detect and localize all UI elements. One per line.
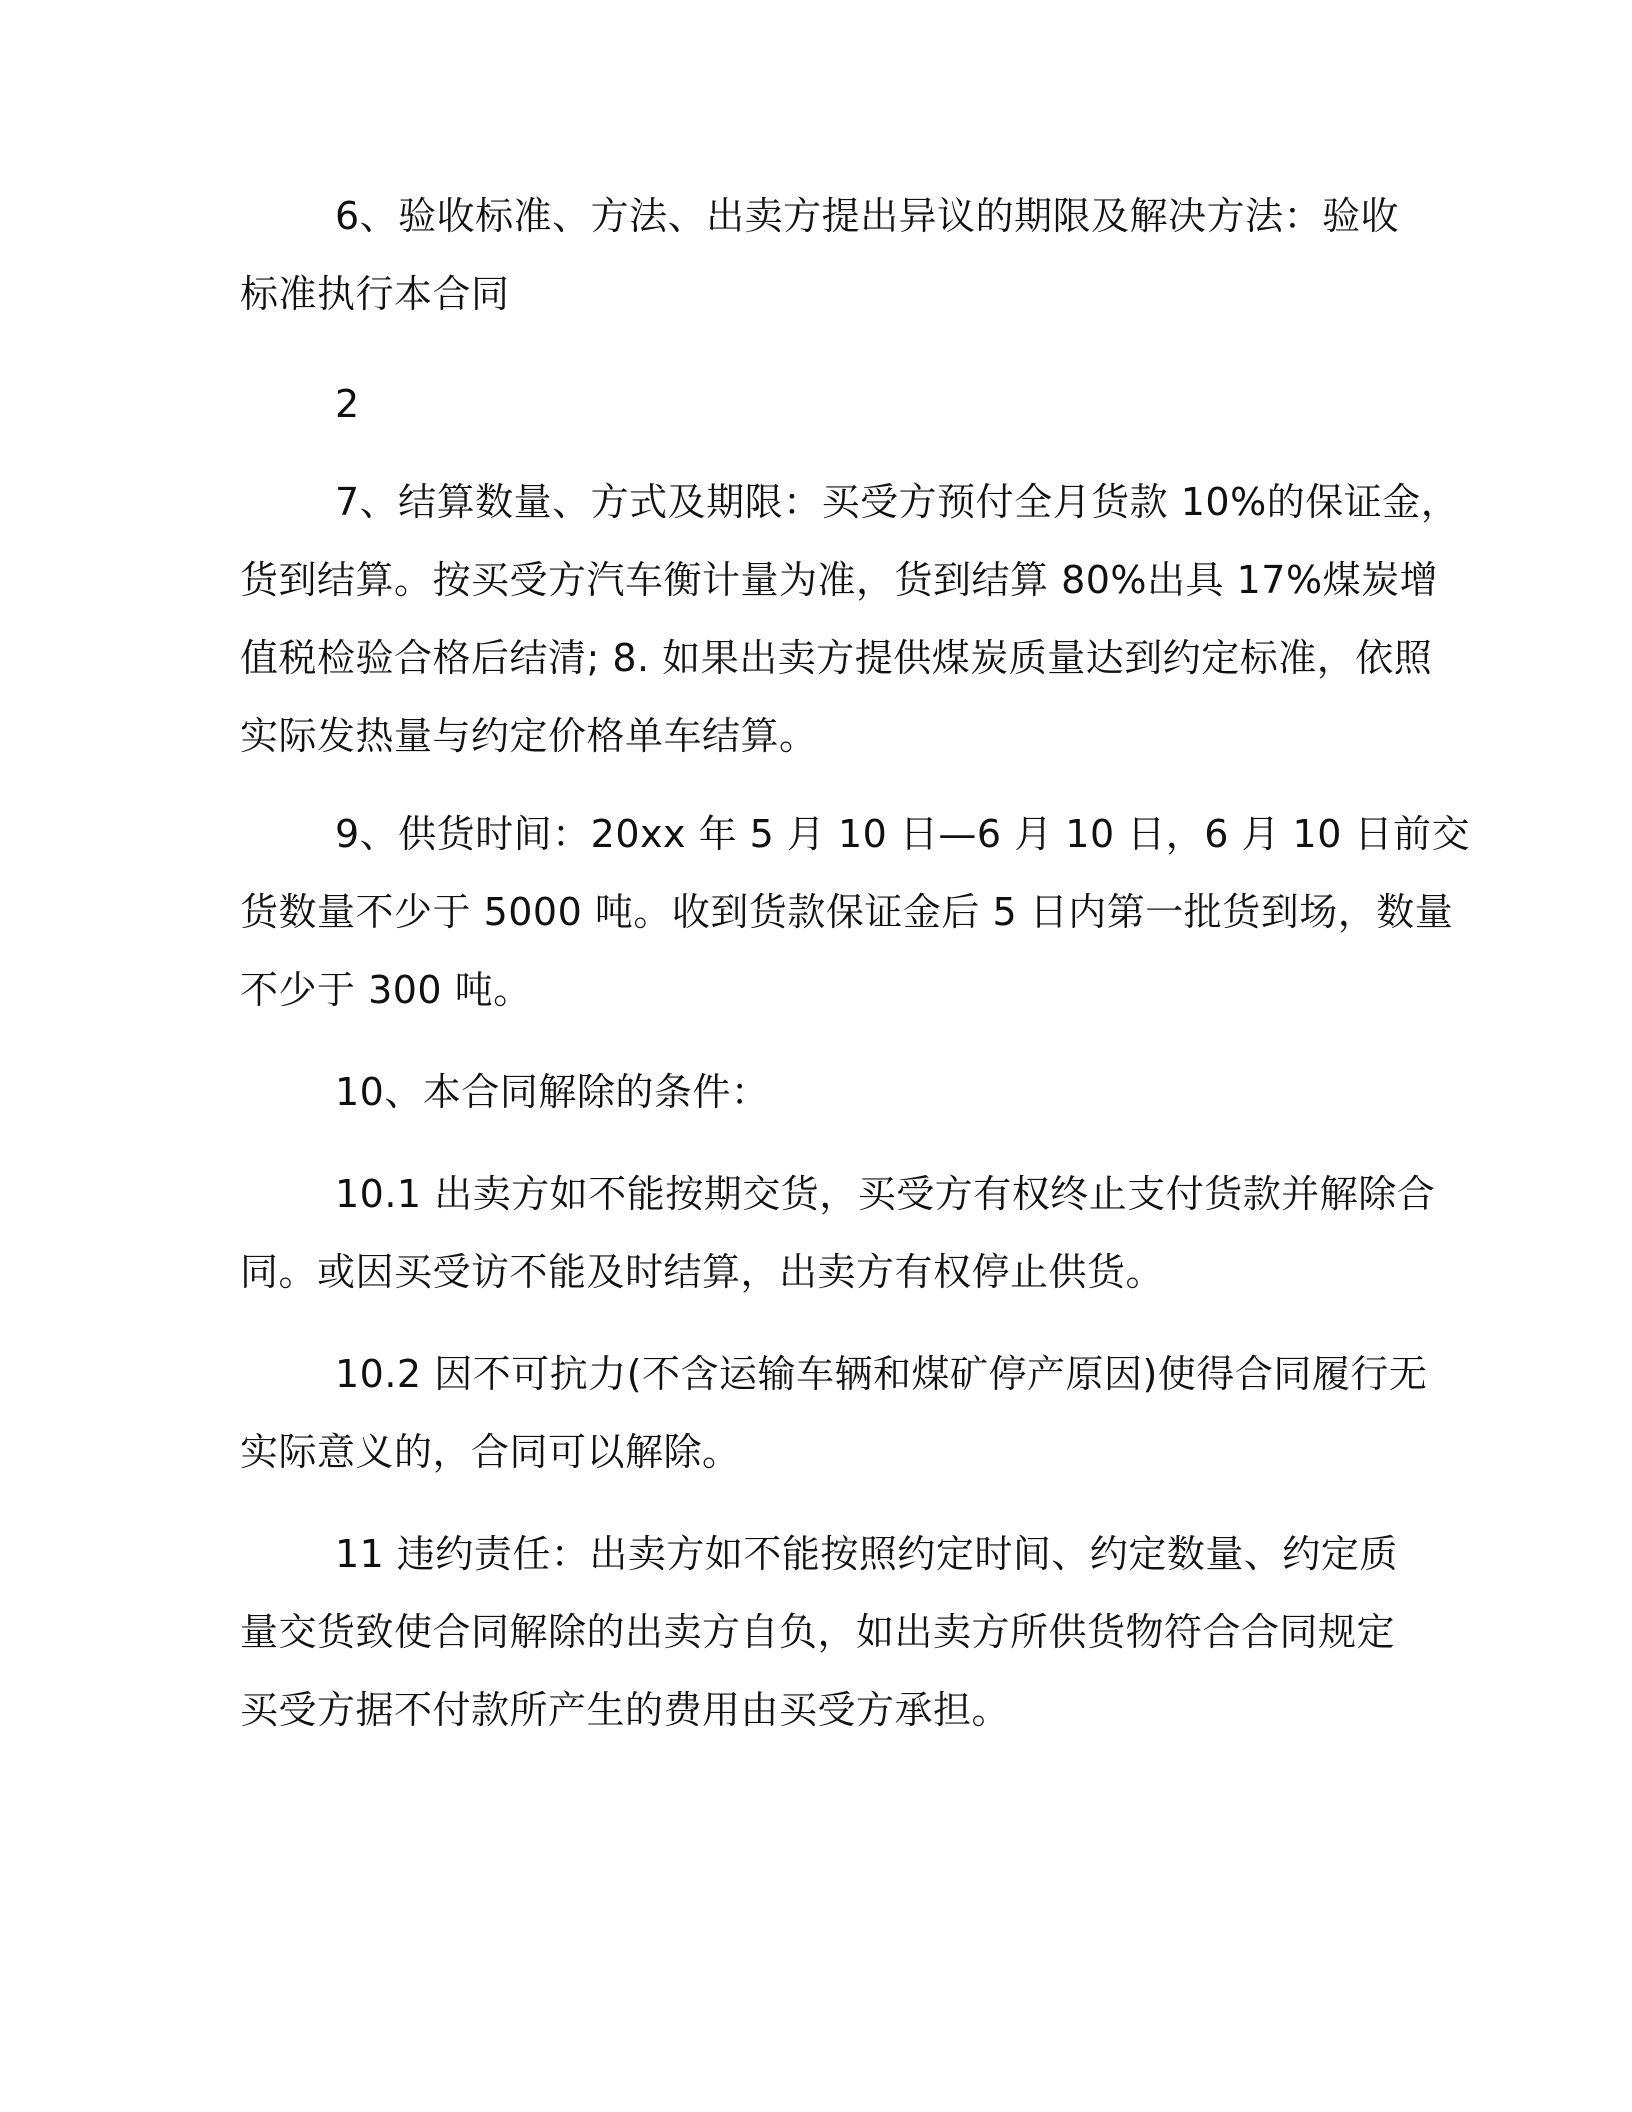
clause-11-line-3: 买受方据不付款所产生的费用由买受方承担。 <box>240 1688 1011 1732</box>
page-number: 2 <box>335 382 360 426</box>
clause-9-line-1: 9、供货时间：20xx 年 5 月 10 日—6 月 10 日，6 月 10 日前交 <box>335 812 1470 856</box>
clause-9-line-2: 货数量不少于 5000 吨。收到货款保证金后 5 日内第一批货到场，数量 <box>240 890 1454 934</box>
clause-7-line-4: 实际发热量与约定价格单车结算。 <box>240 714 818 758</box>
clause-10-1-line-2: 同。或因买受访不能及时结算，出卖方有权停止供货。 <box>240 1250 1165 1294</box>
clause-7-line-1: 7、结算数量、方式及期限：买受方预付全月货款 10%的保证金， <box>335 480 1460 524</box>
clause-10-heading: 10、本合同解除的条件： <box>335 1070 770 1114</box>
clause-11-line-1: 11 违约责任：出卖方如不能按照约定时间、约定数量、约定质 <box>335 1532 1398 1576</box>
clause-10-2-line-2: 实际意义的，合同可以解除。 <box>240 1430 741 1474</box>
clause-10-1-line-1: 10.1 出卖方如不能按期交货，买受方有权终止支付货款并解除合 <box>335 1172 1436 1216</box>
clause-6-line-1: 6、验收标准、方法、出卖方提出异议的期限及解决方法：验收 <box>335 194 1400 238</box>
clause-7-line-2: 货到结算。按买受方汽车衡计量为准，货到结算 80%出具 17%煤炭增 <box>240 558 1439 602</box>
clause-6-line-2: 标准执行本合同 <box>240 272 510 316</box>
clause-7-line-3: 值税检验合格后结清; 8. 如果出卖方提供煤炭质量达到约定标准，依照 <box>240 636 1433 680</box>
clause-9-line-3: 不少于 300 吨。 <box>240 968 532 1012</box>
clause-10-2-line-1: 10.2 因不可抗力(不含运输车辆和煤矿停产原因)使得合同履行无 <box>335 1352 1428 1396</box>
clause-11-line-2: 量交货致使合同解除的出卖方自负，如出卖方所供货物符合合同规定 <box>240 1610 1396 1654</box>
